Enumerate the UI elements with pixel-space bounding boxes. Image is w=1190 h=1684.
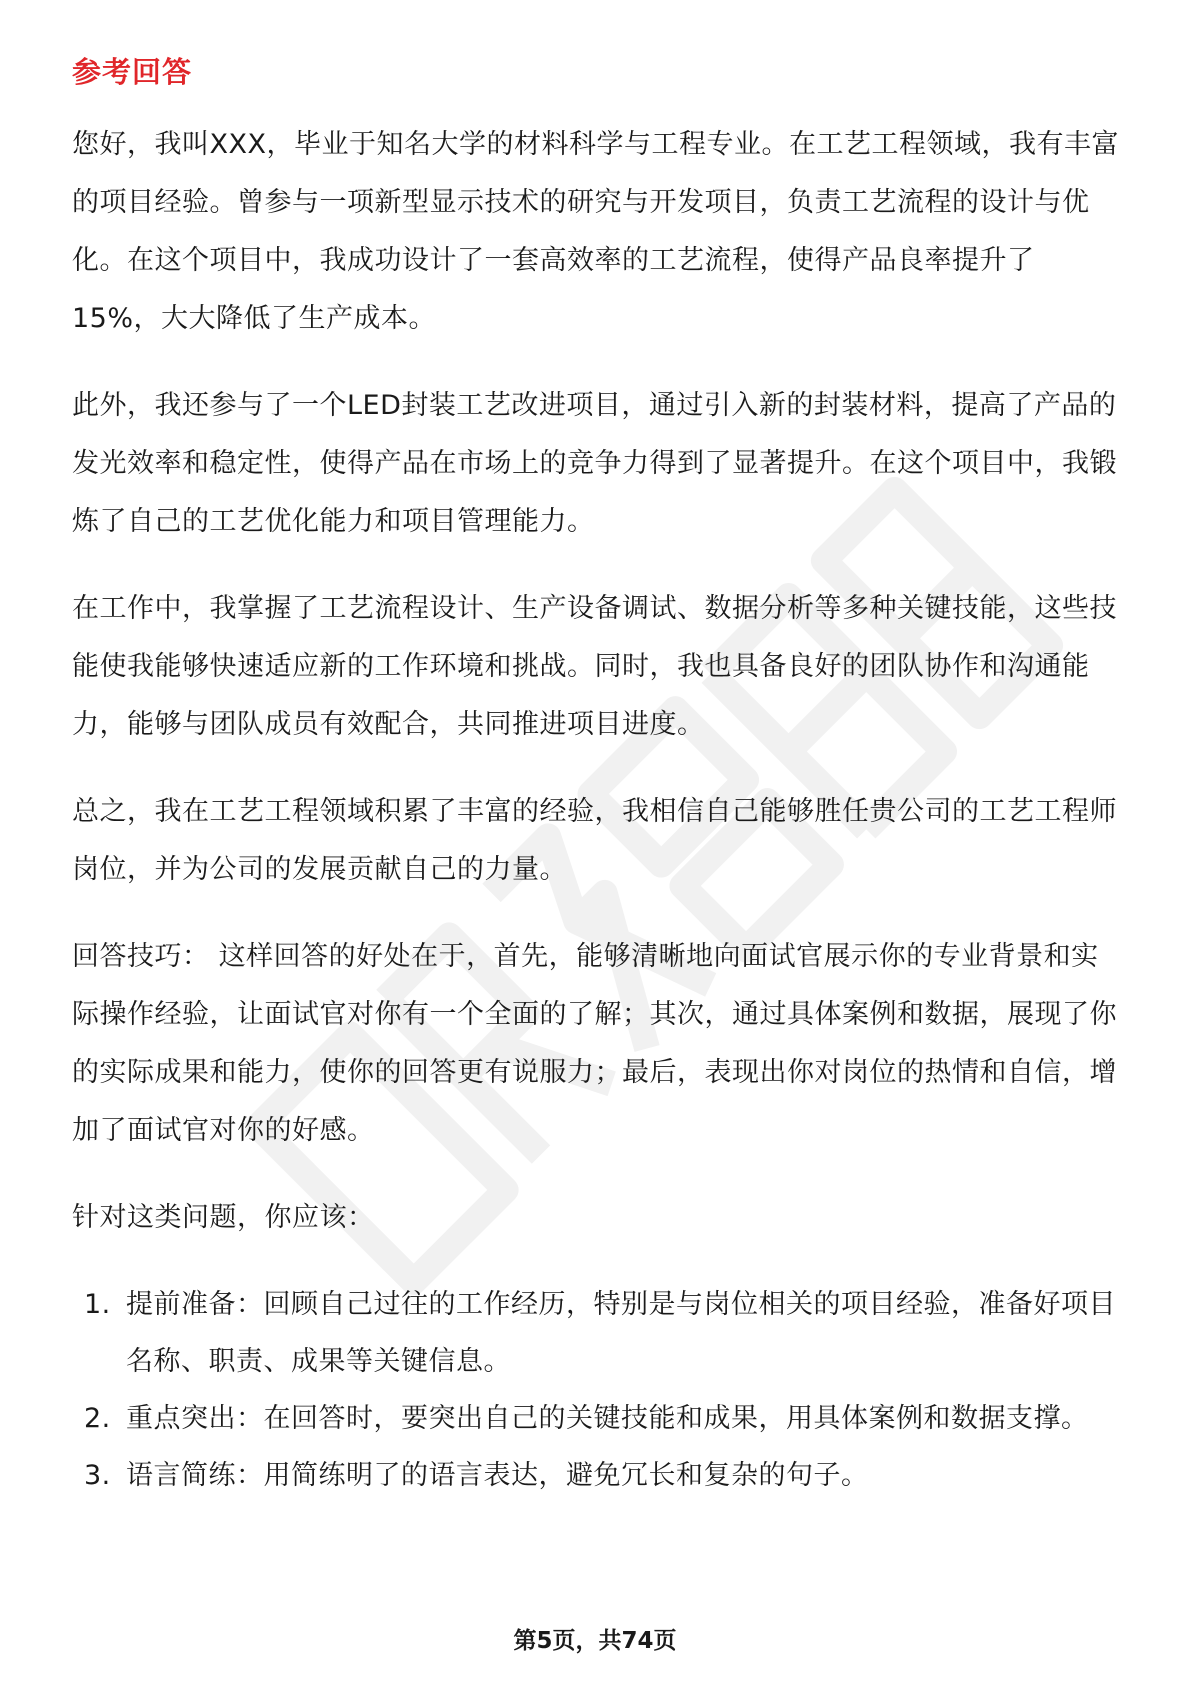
paragraph-introduction: 您好，我叫XXX，毕业于知名大学的材料科学与工程专业。在工艺工程领域，我有丰富的项目经验。曾参与一项新型显示技术的研究与开发项目，负责工艺流程的设计与优化。在这个项目中，我成功设计了一套高效率的工艺流程，使得产品良率提升了15%，大大降低了生产成本。: [72, 129, 1119, 334]
list-item-number: 1.: [84, 1289, 111, 1320]
list-item-number: 2.: [84, 1403, 111, 1434]
page-footer: 第5页，共74页: [513, 1628, 677, 1654]
paragraph-summary: 总之，我在工艺工程领域积累了丰富的经验，我相信自己能够胜任贵公司的工艺工程师岗位，并为公司的发展贡献自己的力量。: [72, 796, 1117, 885]
document-content: [72, 116, 1122, 1504]
section-heading: 参考回答: [72, 55, 193, 89]
paragraph-led-project: 此外，我还参与了一个LED封装工艺改进项目，通过引入新的封装材料，提高了产品的发光效率和稳定性，使得产品在市场上的竞争力得到了显著提升。在这个项目中，我锻炼了自己的工艺优化能力和项目管理能力。: [72, 390, 1117, 537]
list-item-text: 重点突出：在回答时，要突出自己的关键技能和成果，用具体案例和数据支撑。: [126, 1403, 1089, 1434]
list-item: [72, 1276, 1122, 1390]
list-item: [72, 1390, 1122, 1447]
paragraph-advice-intro: 针对这类问题，你应该：: [72, 1202, 375, 1233]
list-item-text: 提前准备：回顾自己过往的工作经历，特别是与岗位相关的项目经验，准备好项目名称、职责、成果等关键信息。: [126, 1289, 1116, 1377]
paragraph-answer-tips: 回答技巧： 这样回答的好处在于，首先，能够清晰地向面试官展示你的专业背景和实际操作经验，让面试官对你有一个全面的了解；其次，通过具体案例和数据，展现了你的实际成果和能力，使你的回答更有说服力；最后，表现出你对岗位的热情和自信，增加了面试官对你的好感。: [72, 941, 1117, 1146]
advice-list: [72, 1276, 1122, 1504]
list-item: [72, 1447, 1122, 1504]
paragraph-skills: 在工作中，我掌握了工艺流程设计、生产设备调试、数据分析等多种关键技能，这些技能使我能够快速适应新的工作环境和挑战。同时，我也具备良好的团队协作和沟通能力，能够与团队成员有效配合，共同推进项目进度。: [72, 593, 1117, 740]
list-item-number: 3.: [84, 1460, 111, 1491]
list-item-text: 语言简练：用简练明了的语言表达，避免冗长和复杂的句子。: [126, 1460, 869, 1491]
